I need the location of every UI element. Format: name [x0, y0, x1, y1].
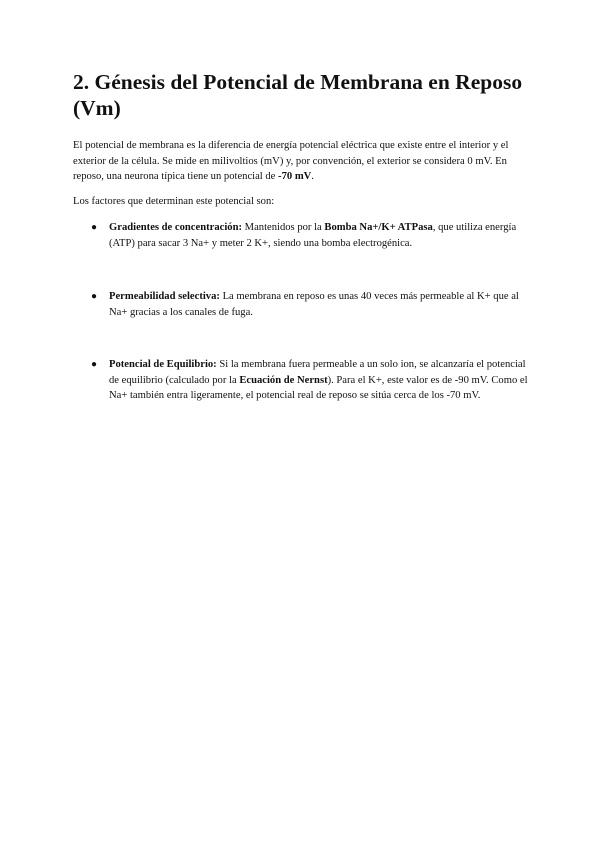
- list-item-label: Permeabilidad selectiva:: [109, 291, 220, 302]
- list-item-text: [109, 357, 529, 404]
- list-item-gradientes: [73, 220, 533, 251]
- list-item-permeabilidad: [73, 289, 533, 320]
- list-item-post: , que utiliza energía (ATP) para sacar 3 Na+ y meter 2 K+, siendo una bomba electrogénica.: [109, 222, 517, 249]
- intro-text-part2: .: [311, 171, 314, 182]
- bullet-icon: ●: [91, 359, 98, 370]
- list-item-bold: Bomba Na+/K+ ATPasa: [324, 222, 433, 233]
- bullet-icon: ●: [91, 291, 98, 302]
- list-item-pre: Mantenidos por la: [242, 222, 325, 233]
- list-item-text: [109, 289, 529, 320]
- intro-paragraph: [73, 138, 533, 185]
- list-item-equilibrio: [73, 357, 533, 404]
- list-item-bold: Ecuación de Nernst: [239, 374, 328, 386]
- list-item-post: ). Para el K+, este valor es de -90 mV. Como el Na+ también entra ligeramente, el potencial real de reposo se sitúa cerca de los -70 mV.: [109, 374, 528, 401]
- intro-text-part1: El potencial de membrana es la diferencia de energía potencial eléctrica que existe entre el interior y el exterior de la célula. Se mide en milivoltios (mV) y, por convención, el exterior se considera 0 mV. En reposo, una neurona típica tiene un potencial de: [73, 140, 509, 182]
- list-item-body: La membrana en reposo es unas 40 veces más permeable al K+ que al Na+ gracias a los canales de fuga.: [109, 291, 519, 318]
- list-item-label: Potencial de Equilibrio:: [109, 359, 217, 370]
- intro-bold-value: -70 mV: [278, 171, 312, 182]
- page-title: 2. Génesis del Potencial de Membrana en Reposo (Vm): [73, 70, 523, 120]
- list-item-text: [109, 220, 529, 251]
- factors-lead-text: Los factores que determinan este potencial son:: [73, 196, 275, 207]
- bullet-icon: ●: [91, 222, 98, 233]
- list-item-pre: Si la membrana fuera permeable a un solo ion, se alcanzaría el potencial de equilibrio (calculado por la: [109, 359, 526, 386]
- list-item-label: Gradientes de concentración:: [109, 222, 242, 233]
